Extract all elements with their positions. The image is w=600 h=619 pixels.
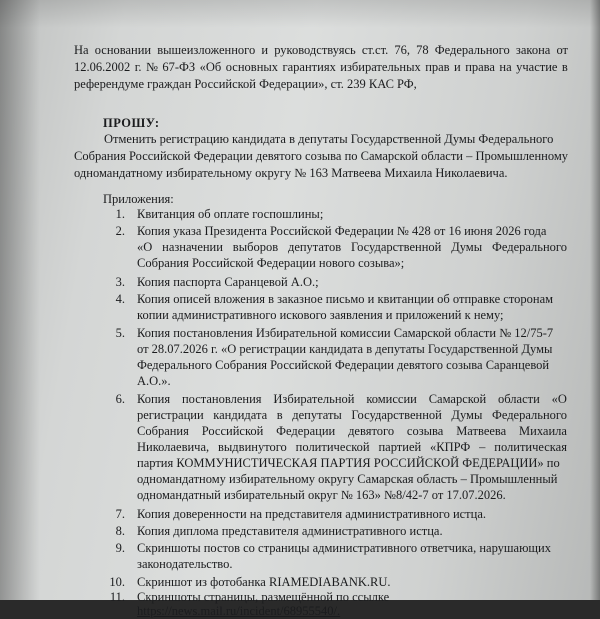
attachment-line: Копия постановления Избирательной комиссии Самарской области «О bbox=[137, 392, 567, 406]
attachment-number: 4. bbox=[115, 292, 125, 306]
attachment-line: от 28.07.2026 г. «О регистрации кандидата в депутаты Государственной Думы bbox=[137, 342, 553, 356]
attachment-line: Квитанция об оплате госпошлины; bbox=[137, 207, 324, 221]
attachment-number: 8. bbox=[115, 524, 125, 538]
attachments-title: Приложения: bbox=[103, 192, 174, 206]
attachment-line: Собрания Российской Федерации нового созыва»; bbox=[137, 256, 405, 270]
attachment-number: 7. bbox=[115, 507, 125, 521]
attachment-number: 5. bbox=[115, 326, 125, 340]
attachment-number: 6. bbox=[115, 392, 125, 406]
attachment-line: одномандатный избирательный округ № 163» №8/42-7 от 17.07.2026. bbox=[137, 488, 506, 502]
attachment-line: «О назначении выборов депутатов Государственной Думы Федерального bbox=[137, 240, 567, 254]
attachment-line: Скриншот из фотобанка RIAMEDIABANK.RU. bbox=[137, 575, 391, 589]
intro-line-1: На основании вышеизложенного и руководствуясь ст.ст. 76, 78 Федерального закона от bbox=[74, 43, 568, 57]
attachment-line: Собрания Российской Федерации девятого созыва Матвеева Михаила bbox=[137, 424, 567, 438]
request-heading: ПРОШУ: bbox=[103, 116, 160, 130]
attachment-number: 10. bbox=[109, 575, 125, 589]
request-line-1: Отменить регистрацию кандидата в депутаты Государственной Думы Федерального bbox=[104, 132, 554, 146]
attachment-line: партия КОММУНИСТИЧЕСКАЯ ПАРТИЯ РОССИЙСКОЙ ФЕДЕРАЦИИ» по bbox=[137, 456, 560, 470]
attachment-line: Копия постановления Избирательной комиссии Самарской области № 12/75-7 bbox=[137, 326, 554, 340]
attachment-number: 1. bbox=[115, 207, 125, 221]
attachment-number: 3. bbox=[115, 275, 125, 289]
attachment-line: Копия доверенности на представителя административного истца. bbox=[137, 507, 487, 521]
attachment-line: копии административного искового заявления и приложений к нему; bbox=[137, 308, 504, 322]
attachment-line: законодательство. bbox=[137, 557, 233, 571]
attachment-line: одномандатному избирательному округу Самарская область – Промышленный bbox=[137, 472, 558, 486]
attachment-line: Скриншоты постов со страницы административного ответчика, нарушающих bbox=[137, 541, 551, 555]
attachment-line: Николаевича, выдвинутого политической партией «КПРФ – политическая bbox=[137, 440, 567, 454]
attachment-line: регистрации кандидата в депутаты Государственной Думы Федерального bbox=[137, 408, 567, 422]
attachment-link[interactable]: https://news.mail.ru/incident/68955540/. bbox=[137, 604, 341, 618]
request-line-3: одномандатному избирательному округу № 163 Матвеева Михаила Николаевича. bbox=[74, 166, 508, 180]
attachment-number: 2. bbox=[115, 224, 125, 238]
attachment-line: Копия диплома представителя административного истца. bbox=[137, 524, 443, 538]
attachment-line: Копия указа Президента Российской Федерации № 428 от 16 июня 2026 года bbox=[137, 224, 547, 238]
attachment-line: Копия описей вложения в заказное письмо и квитанции об отправке сторонам bbox=[137, 292, 554, 306]
attachment-line: Копия паспорта Саранцевой А.О.; bbox=[137, 275, 319, 289]
attachment-number: 9. bbox=[115, 541, 125, 555]
attachment-line: Скриншоты страницы, размещённой по ссылке bbox=[137, 590, 390, 604]
attachment-line: Федерального Собрания Российской Федерации девятого созыва Саранцевой bbox=[137, 358, 550, 372]
attachment-line: А.О.». bbox=[137, 374, 171, 388]
request-line-2: Собрания Российской Федерации девятого созыва по Самарской области – Промышленному bbox=[74, 149, 569, 163]
intro-line-2: 12.06.2002 г. № 67-ФЗ «Об основных гарантиях избирательных прав и права на участие в bbox=[74, 60, 568, 74]
intro-line-3: референдуме граждан Российской Федерации», ст. 239 КАС РФ, bbox=[74, 77, 417, 91]
attachment-number: 11. bbox=[109, 590, 125, 604]
